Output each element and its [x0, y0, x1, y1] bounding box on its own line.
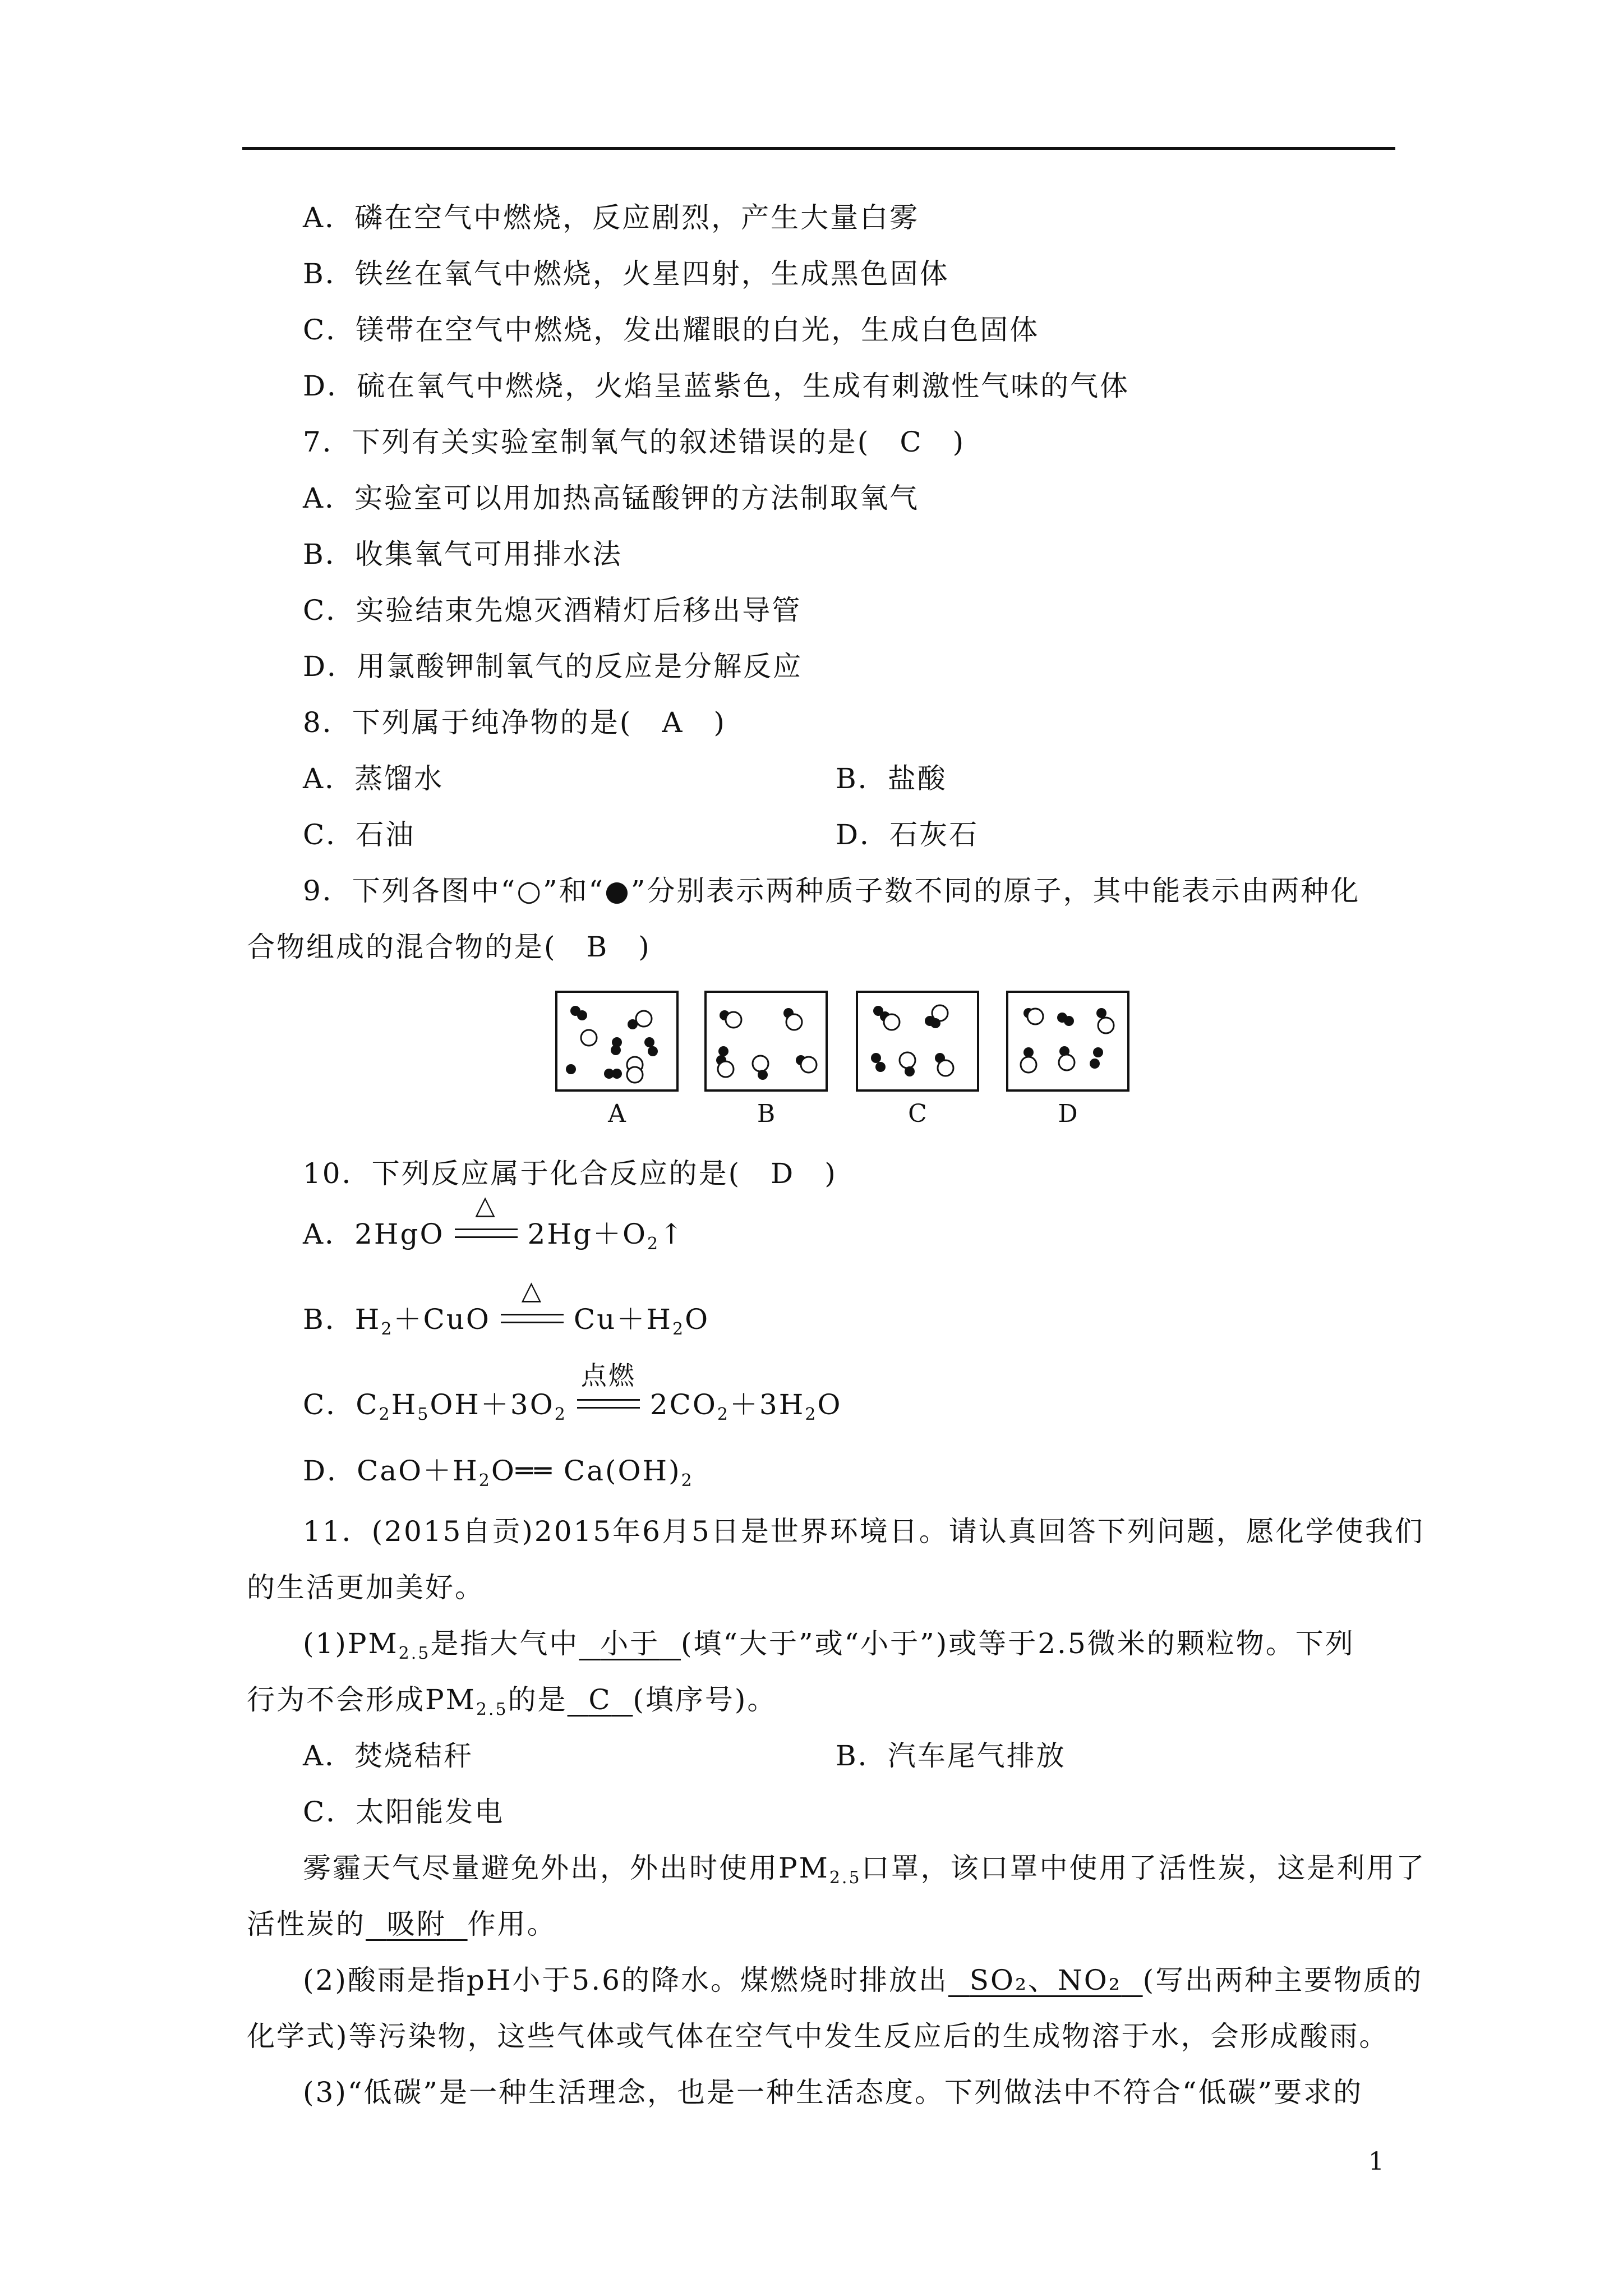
figure-d — [1006, 991, 1129, 1092]
question-10: 10．下列反应属于化合反应的是( D ) — [303, 1157, 837, 1190]
q11-option-a: A．焚烧秸秆 — [303, 1740, 474, 1772]
q8-option-a: A．蒸馏水 — [303, 762, 444, 795]
figure-label-b: B — [757, 1099, 776, 1128]
q7-option-a: A．实验室可以用加热高锰酸钾的方法制取氧气 — [303, 482, 920, 514]
answer-blank: 小于 — [600, 1627, 660, 1660]
figure-label-d: D — [1058, 1099, 1078, 1128]
option-a: A．磷在空气中燃烧，反应剧烈，产生大量白雾 — [303, 201, 920, 234]
page-number: 1 — [1368, 2147, 1384, 2176]
q11-pm-line2: 行为不会形成$PM_{2.5}$的是 C (填序号)。 — [247, 1683, 777, 1719]
q8-option-d: D．石灰石 — [836, 818, 979, 851]
q11-option-c: C．太阳能发电 — [303, 1796, 505, 1828]
figure-label-c: C — [908, 1099, 927, 1128]
figure-c — [856, 991, 979, 1092]
answer-blank: SO₂、NO₂ — [969, 1964, 1122, 1996]
question-8: 8．下列属于纯净物的是( A ) — [303, 706, 726, 739]
option-c: C．镁带在空气中燃烧，发出耀眼的白光，生成白色固体 — [303, 314, 1040, 346]
question-9-line2: 合物组成的混合物的是( B ) — [247, 931, 651, 963]
question-11-line1: 11．(2015自贡)2015年6月5日是世界环境日。请认真回答下列问题，愿化学使我们 — [303, 1515, 1424, 1548]
q11-acid-rain-line2: 化学式)等污染物，这些气体或气体在空气中发生反应后的生成物溶于水，会形成酸雨。 — [247, 2020, 1389, 2053]
q11-acid-rain-line1: (2)酸雨是指pH小于5.6的降水。煤燃烧时排放出 SO₂、NO₂ (写出两种主要物质的 — [303, 1964, 1423, 1996]
q10-option-a: A．2HgO △ $2Hg+O_2↑$ — [303, 1190, 685, 1254]
q10-option-d: D．$CaO+H_2O══$ $Ca(OH)_2$ — [303, 1455, 694, 1490]
q10-option-b: B．$H_2+CuO$ △ $Cu+H_2O$ — [303, 1275, 710, 1339]
q7-option-b: B．收集氧气可用排水法 — [303, 538, 623, 570]
header-rule — [242, 147, 1395, 150]
q11-smog-line: 雾霾天气尽量避免外出，外出时使用$PM_{2.5}$口罩，该口罩中使用了活性炭，这是利用了 — [303, 1852, 1426, 1888]
heat-condition-a: △ — [453, 1216, 520, 1252]
figure-b — [704, 991, 828, 1092]
q7-option-d: D．用氯酸钾制氧气的反应是分解反应 — [303, 650, 803, 683]
q11-activated-carbon-line: 活性炭的 吸附 作用。 — [247, 1908, 557, 1940]
q11-pm-line1: $(1)PM_{2.5}$是指大气中 小于 (填“大于”或“小于”)或等于2.5微米的颗粒物。下列 — [303, 1627, 1355, 1663]
q8-option-b: B．盐酸 — [836, 762, 947, 795]
option-b: B．铁丝在氧气中燃烧，火星四射，生成黑色固体 — [303, 257, 949, 290]
q10-option-c: C．$C_2H_5OH+3O_2$ 点燃 $2CO_2+3H_2O$ — [303, 1360, 842, 1424]
q11-low-carbon-line: (3)“低碳”是一种生活理念，也是一种生活态度。下列做法中不符合“低碳”要求的 — [303, 2076, 1363, 2109]
q11-option-b: B．汽车尾气排放 — [836, 1740, 1066, 1772]
question-11-line2: 的生活更加美好。 — [247, 1571, 485, 1604]
question-7: 7．下列有关实验室制氧气的叙述错误的是( C ) — [303, 426, 966, 458]
q8-option-c: C．石油 — [303, 818, 416, 851]
figure-a — [555, 991, 679, 1092]
answer-blank: C — [588, 1683, 612, 1716]
answer-blank: 吸附 — [386, 1908, 446, 1940]
question-9-line1: 9．下列各图中“○”和“●”分别表示两种质子数不同的原子，其中能表示由两种化 — [303, 875, 1361, 907]
heat-condition-b: △ — [499, 1301, 566, 1337]
figure-label-a: A — [608, 1099, 626, 1128]
ignite-condition-c: 点燃 — [575, 1387, 642, 1423]
option-d: D．硫在氧气中燃烧，火焰呈蓝紫色，生成有刺激性气味的气体 — [303, 370, 1130, 402]
q7-option-c: C．实验结束先熄灭酒精灯后移出导管 — [303, 594, 802, 627]
